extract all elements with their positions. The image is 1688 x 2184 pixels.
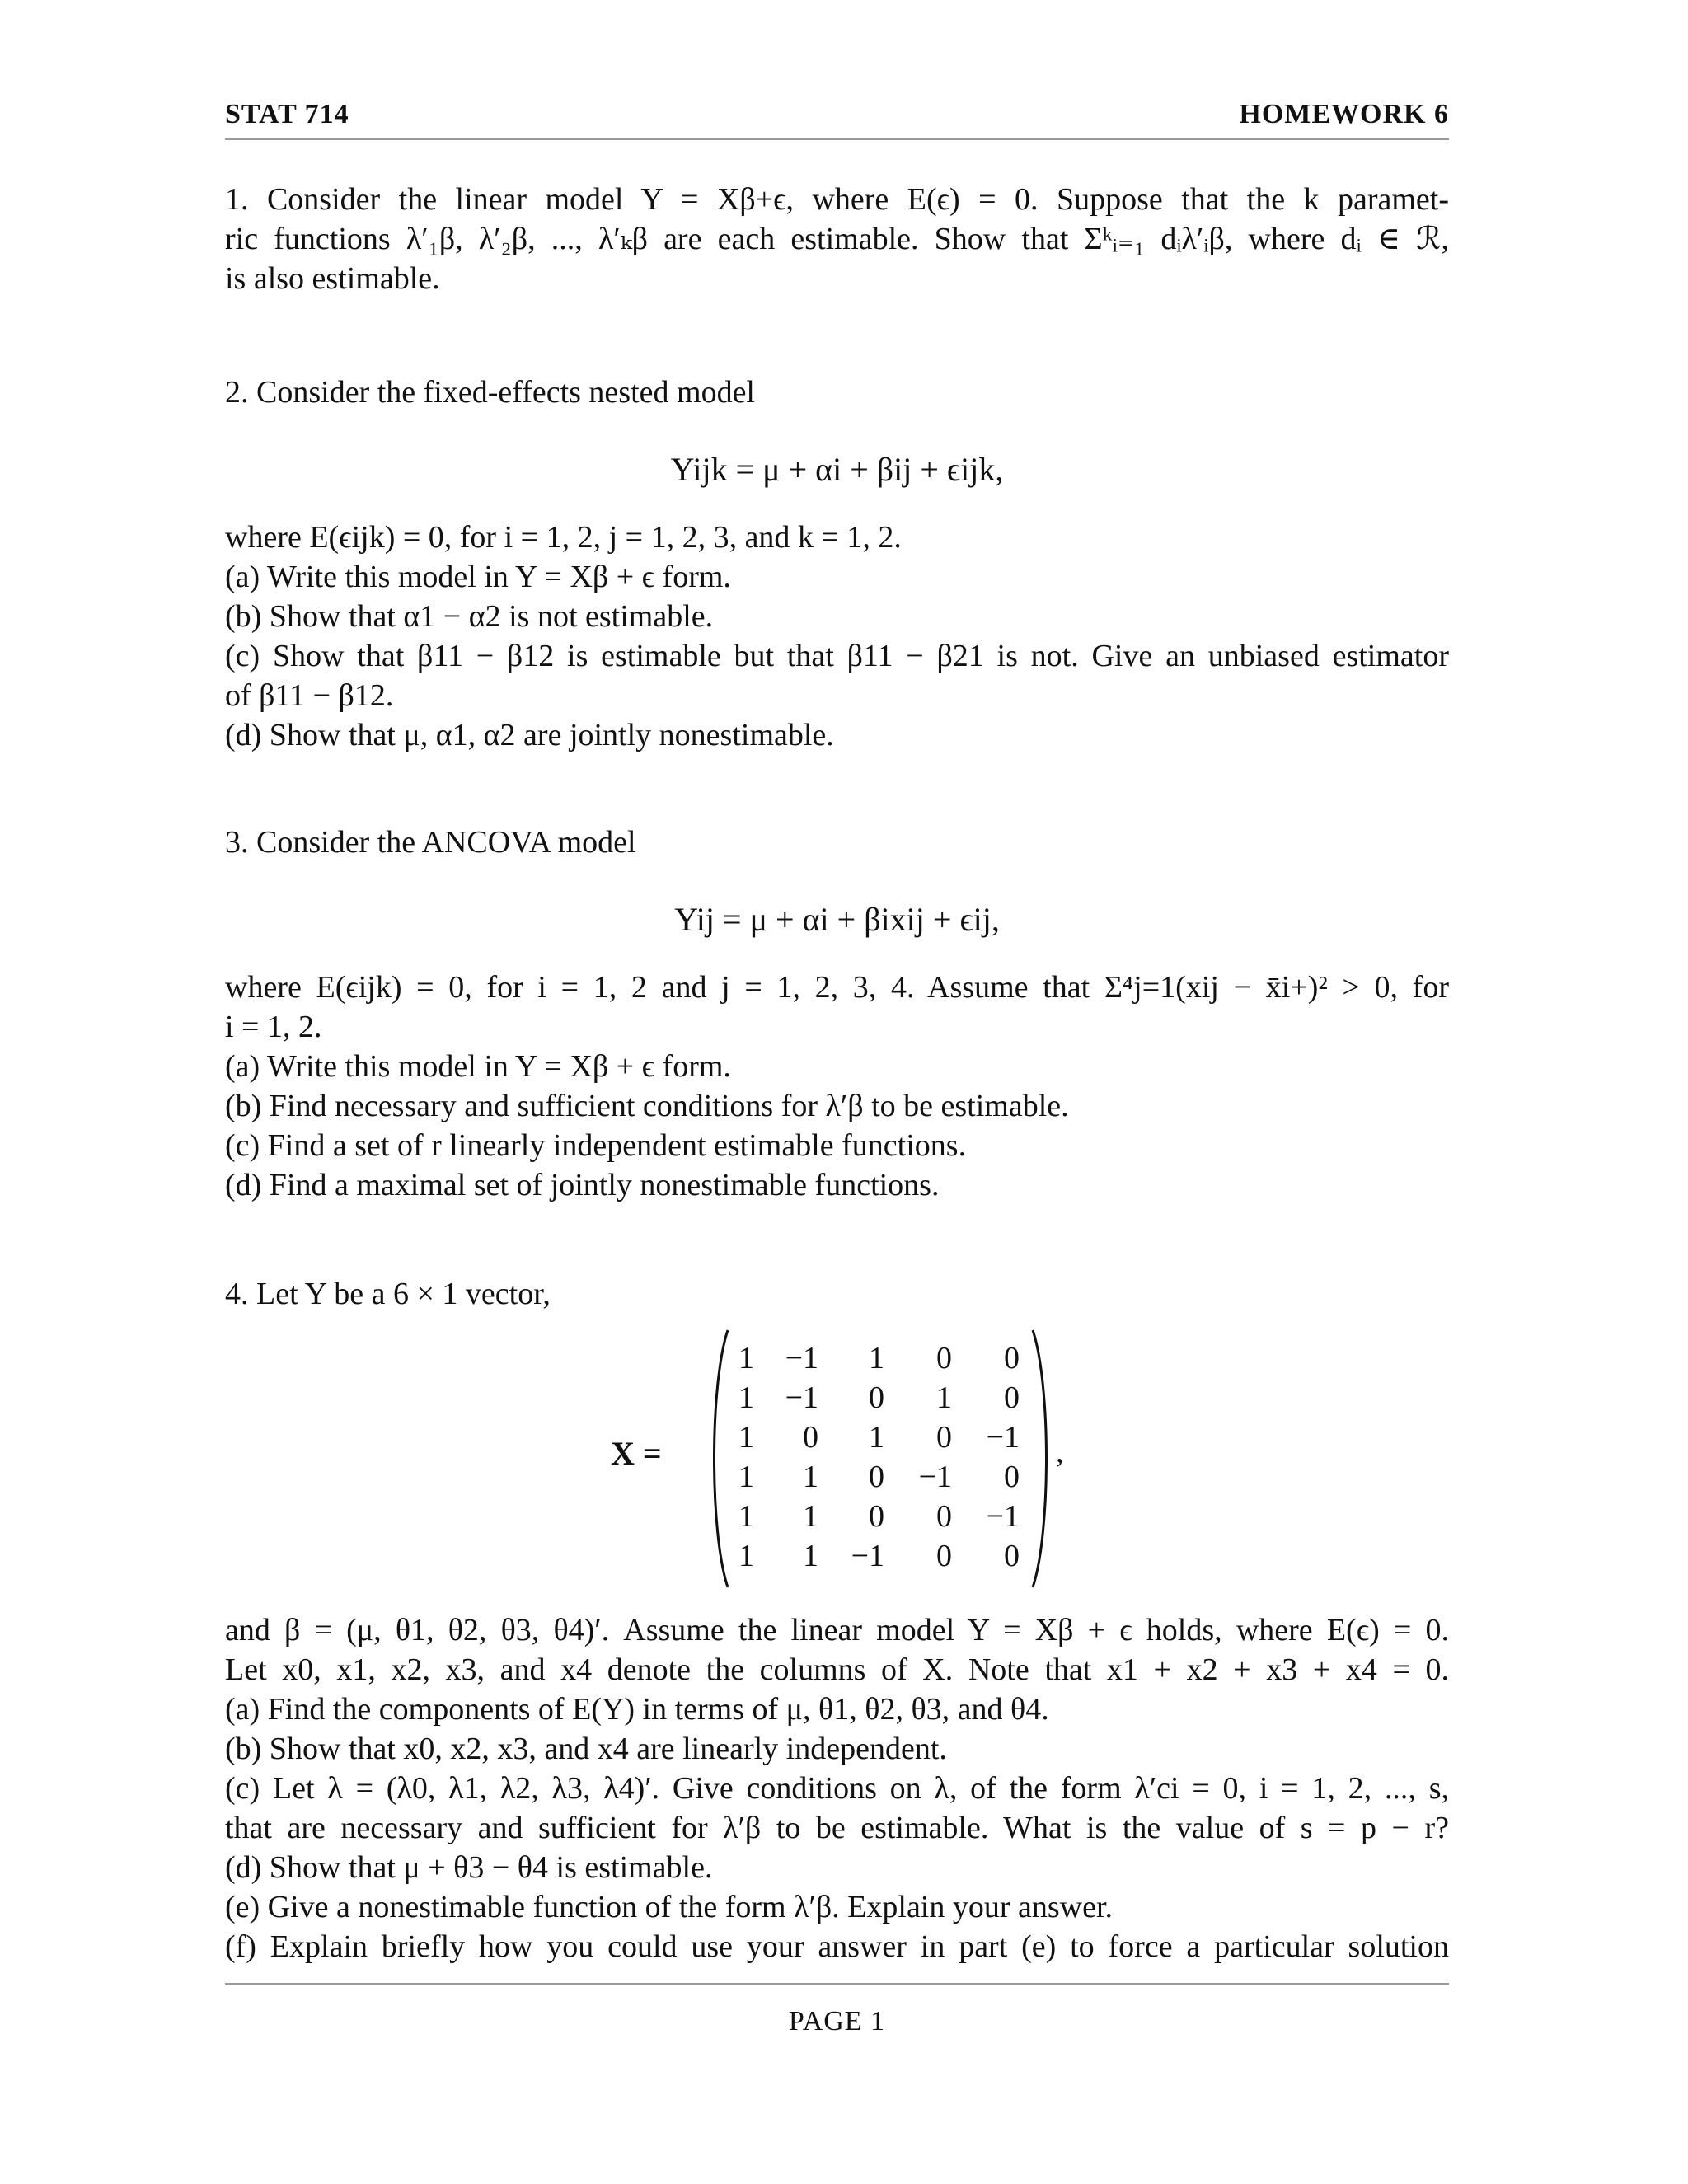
matrix-cell: 1 bbox=[803, 1499, 818, 1534]
matrix-cell: −1 bbox=[986, 1420, 1020, 1455]
problem-1-line-1: 1. Consider the linear model Y = Xβ+ϵ, where E(ϵ) = 0. Suppose that the k paramet- bbox=[225, 182, 1449, 217]
problem-1-line-3: is also estimable. bbox=[225, 261, 440, 296]
problem-3-body bbox=[225, 968, 1449, 1205]
problem-3-where-line-2: i = 1, 2. bbox=[225, 1010, 322, 1044]
matrix-cell: −1 bbox=[918, 1460, 952, 1494]
problem-4-intro bbox=[225, 1274, 1449, 1314]
problem-1-line-2: ric functions λ′₁β, λ′₂β, ..., λ′ₖβ are each estimable. Show that Σᵏᵢ₌₁ dᵢλ′ᵢβ, where dᵢ ∈ ℛ, bbox=[225, 222, 1449, 256]
problem-2-part-c-line-1: (c) Show that β11 − β12 is estimable but that β11 − β21 is not. Give an unbiased estimator bbox=[225, 639, 1449, 673]
problem-2-body bbox=[225, 518, 1449, 755]
problem-4-part-c-line-1: (c) Let λ = (λ0, λ1, λ2, λ3, λ4)′. Give conditions on λ, of the form λ′ci = 0, i = 1, 2, ..., s, bbox=[225, 1771, 1449, 1806]
problem-2-intro-text: 2. Consider the fixed-effects nested model bbox=[225, 375, 755, 410]
matrix-cell: −1 bbox=[785, 1341, 818, 1376]
problem-4-part-b: (b) Show that x0, x2, x3, and x4 are linearly independent. bbox=[225, 1732, 947, 1766]
problem-4-line-1: and β = (μ, θ1, θ2, θ3, θ4)′. Assume the linear model Y = Xβ + ϵ holds, where E(ϵ) = 0. bbox=[225, 1613, 1449, 1647]
matrix-cell: 1 bbox=[869, 1420, 884, 1455]
design-matrix bbox=[611, 1327, 1138, 1591]
matrix-cell: 1 bbox=[803, 1460, 818, 1494]
right-paren-icon bbox=[1029, 1327, 1054, 1591]
matrix-cell: 1 bbox=[869, 1341, 884, 1376]
matrix-cell: −1 bbox=[851, 1539, 884, 1573]
problem-2-part-d: (d) Show that μ, α1, α2 are jointly nonestimable. bbox=[225, 718, 834, 752]
header-rule bbox=[225, 138, 1449, 140]
problem-4-part-a: (a) Find the components of E(Y) in terms of μ, θ1, θ2, θ3, and θ4. bbox=[225, 1692, 1049, 1727]
problem-3-part-a: (a) Write this model in Y = Xβ + ϵ form. bbox=[225, 1049, 731, 1084]
matrix-cell: 0 bbox=[869, 1460, 884, 1494]
matrix-cell: −1 bbox=[785, 1380, 818, 1415]
matrix-cell: 1 bbox=[738, 1380, 754, 1415]
problem-2-part-b: (b) Show that α1 − α2 is not estimable. bbox=[225, 599, 714, 634]
problem-2-part-c-line-2: of β11 − β12. bbox=[225, 678, 394, 713]
matrix-cell: 0 bbox=[1004, 1539, 1020, 1573]
matrix-cell: 1 bbox=[738, 1420, 754, 1455]
page-header bbox=[225, 99, 1449, 138]
matrix-cell: 0 bbox=[936, 1499, 952, 1534]
matrix-label: X = bbox=[611, 1435, 662, 1472]
matrix-cell: 0 bbox=[803, 1420, 818, 1455]
problem-3-part-d: (d) Find a maximal set of jointly nonestimable functions. bbox=[225, 1168, 940, 1202]
problem-4-part-e: (e) Give a nonestimable function of the form λ′β. Explain your answer. bbox=[225, 1890, 1114, 1924]
matrix-cell: 0 bbox=[869, 1499, 884, 1534]
problem-2-equation: Yijk = μ + αi + βij + ϵijk, bbox=[670, 451, 1004, 488]
problem-3-where-line-1: where E(ϵijk) = 0, for i = 1, 2 and j = 1, 2, 3, 4. Assume that Σ⁴j=1(xij − x̄i+)² > 0, for bbox=[225, 970, 1449, 1005]
matrix-cell: 1 bbox=[936, 1380, 952, 1415]
matrix-cell: 1 bbox=[738, 1539, 754, 1573]
problem-4-intro-text: 4. Let Y be a 6 × 1 vector, bbox=[225, 1277, 551, 1311]
problem-3-part-b: (b) Find necessary and sufficient conditions for λ′β to be estimable. bbox=[225, 1089, 1069, 1123]
document-page bbox=[225, 0, 1449, 2184]
matrix-grid bbox=[726, 1338, 1033, 1577]
problem-4-part-d: (d) Show that μ + θ3 − θ4 is estimable. bbox=[225, 1850, 713, 1885]
matrix-cell: 1 bbox=[738, 1341, 754, 1376]
matrix-cell: 0 bbox=[936, 1341, 952, 1376]
matrix-cell: 0 bbox=[1004, 1341, 1020, 1376]
matrix-cell: 0 bbox=[936, 1539, 952, 1573]
problem-4-line-2: Let x0, x1, x2, x3, and x4 denote the columns of X. Note that x1 + x2 + x3 + x4 = 0. bbox=[225, 1652, 1449, 1687]
page-number: PAGE 1 bbox=[788, 2006, 886, 2036]
matrix-cell: 0 bbox=[1004, 1460, 1020, 1494]
problem-3-intro-text: 3. Consider the ANCOVA model bbox=[225, 825, 636, 860]
matrix-cell: 1 bbox=[738, 1460, 754, 1494]
footer-rule bbox=[225, 1983, 1449, 1985]
problem-3-equation: Yij = μ + αi + βixij + ϵij, bbox=[674, 901, 1000, 938]
matrix-cell: −1 bbox=[986, 1499, 1020, 1534]
assignment-title: HOMEWORK 6 bbox=[1239, 99, 1449, 129]
problem-4-part-c-line-2: that are necessary and sufficient for λ′β to be estimable. What is the value of s = p − r? bbox=[225, 1811, 1449, 1845]
matrix-trailing-comma: , bbox=[1056, 1435, 1064, 1469]
problem-2-part-a: (a) Write this model in Y = Xβ + ϵ form. bbox=[225, 560, 731, 594]
matrix-cell: 1 bbox=[738, 1499, 754, 1534]
problem-4-part-f: (f) Explain briefly how you could use your answer in part (e) to force a particular solution bbox=[225, 1929, 1449, 1964]
problem-2-where: where E(ϵijk) = 0, for i = 1, 2, j = 1, 2, 3, and k = 1, 2. bbox=[225, 520, 902, 555]
problem-1 bbox=[225, 180, 1449, 298]
matrix-cell: 0 bbox=[1004, 1380, 1020, 1415]
matrix-cell: 0 bbox=[936, 1420, 952, 1455]
problem-4-body bbox=[225, 1610, 1449, 1966]
matrix-cell: 1 bbox=[803, 1539, 818, 1573]
problem-2-intro bbox=[225, 373, 1449, 412]
problem-3-intro bbox=[225, 823, 1449, 862]
course-code: STAT 714 bbox=[225, 99, 349, 129]
matrix-cell: 0 bbox=[869, 1380, 884, 1415]
problem-3-part-c: (c) Find a set of r linearly independent estimable functions. bbox=[225, 1128, 967, 1163]
